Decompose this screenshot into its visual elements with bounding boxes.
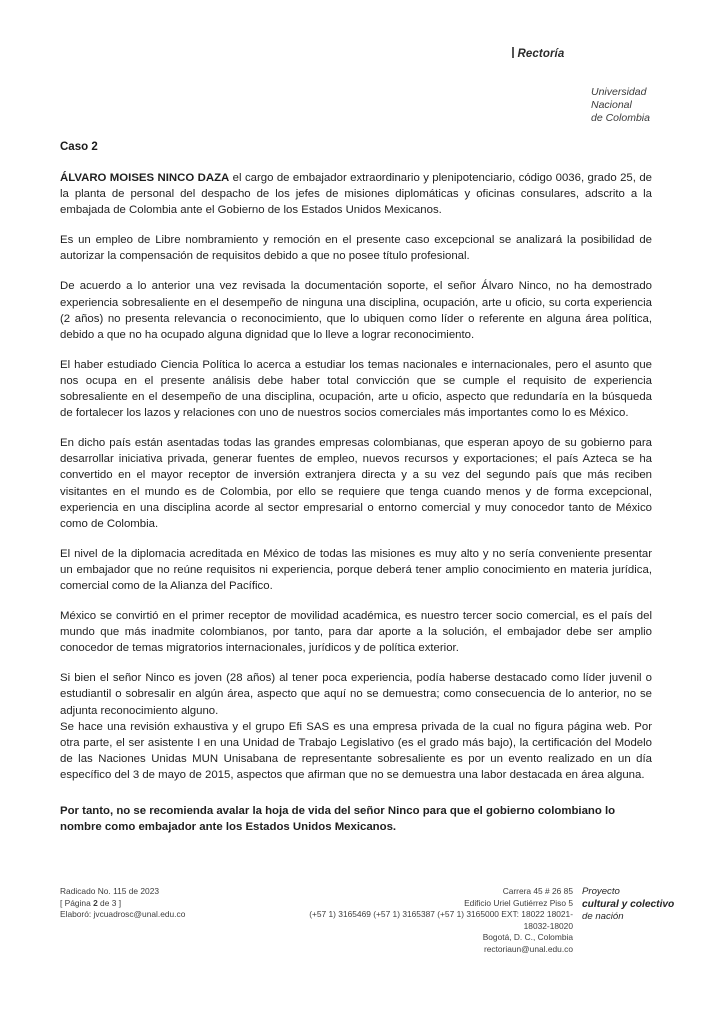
paragraph-diplomacy-level: El nivel de la diplomacia acreditada en México de todas las misiones es muy alto y no sería conveniente presentar un embajador que no reúne requisitos ni experiencia, porque deberá tener amplio conocimiento en materia jurídica, comercial como de la Alianza del Pacífico. [60, 547, 652, 592]
footer-page-indicator [60, 898, 185, 910]
footer-address-street: Carrera 45 # 26 85 [502, 886, 573, 896]
slogan-line-proyecto: Proyecto [582, 886, 620, 897]
rectoria-mark [512, 47, 564, 60]
paragraph-academic-mobility: México se convirtió en el primer receptor de movilidad académica, es nuestro tercer socio comercial, es el país del mundo que más inadmite colombianos, por tanto, para dar aporte a la solución, el embajador debe ser amplio conocedor de temas migratorios internacionales, jurídicos y de política exterior. [60, 610, 652, 655]
page-prefix: [ Página [60, 897, 94, 908]
footer-city: Bogotá, D. C., Colombia [482, 932, 573, 943]
vertical-bar-icon [512, 47, 514, 58]
footer-phones-secondary: 18032-18020 [523, 920, 573, 931]
page-number: 2 [93, 897, 98, 908]
subject-appointment-text: el cargo de embajador extraordinario y plenipotenciario, código 0036, grado 25, de la planta de personal del despacho de los jefes de misiones diplomáticas y oficinas consulares, adscrito a la embajada de Colombia ante el Gobierno de los Estados Unidos Mexicanos. [60, 172, 652, 217]
university-logotype [591, 86, 650, 126]
brand-line-nacional: Nacional [591, 99, 632, 112]
paragraph-exhaustive-review: Se hace una revisión exhaustiva y el grupo Efi SAS es una empresa privada de la cual no figura página web. Por otra parte, el ser asistente I en una Unidad de Trabajo Legislativo (es el grado más bajo), la certificación del Modelo de las Naciones Unidas MUN Unisabana de representante sobresaliente es por un evento realizado en un día específico del 3 de mayo de 2015, aspectos que afirman que no se demuestra una labor destacada en área alguna. [60, 720, 652, 781]
brand-line-colombia: de Colombia [591, 112, 650, 125]
footer-metadata-block [60, 886, 185, 921]
footer-contact-block [240, 886, 573, 956]
paragraph-appointment [60, 170, 652, 218]
slogan-line-cultural: cultural y colectivo [582, 898, 675, 910]
footer-radicado: Radicado No. 115 de 2023 [60, 886, 160, 896]
case-title: Caso 2 [60, 141, 98, 153]
footer-email: rectoriaun@unal.edu.co [483, 943, 573, 954]
footer-slogan-block [582, 886, 674, 924]
rectoria-label: Rectoría [517, 48, 565, 60]
paragraph-documentation-review: De acuerdo a lo anterior una vez revisada la documentación soporte, el señor Álvaro Ninco, no ha demostrado experiencia sobresaliente en el desempeño de ninguna una disciplina, ocupación, arte u oficio, su corta experiencia (2 años) no presenta relevancia o reconocimiento, que lo ubiquen como líder o referente en alguna área política, debido a que no ha ocupado alguna dignidad que lo lleve a lograr reconocimiento. [60, 280, 652, 341]
brand-line-universidad: Universidad [591, 86, 647, 98]
paragraph-companies-mexico: En dicho país están asentadas todas las grandes empresas colombianas, que esperan apoyo de su gobierno para desarrollar iniciativa privada, generar fuentes de empleo, nuevos recursos y exportaciones; el país Azteca se ha convertido en el mayor receptor de inversión extranjera directa y a su vez del segundo país que más reciben visitantes en el mundo es de Colombia, por ello se requiere que tenga cuando menos y de forma excepcional, experiencia en una disciplina acorde al sector empresarial o entorno comercial y muy conocedor tanto de México como de Colombia. [60, 437, 652, 530]
paragraph-political-science: El haber estudiado Ciencia Política lo acerca a estudiar los temas nacionales e internacionales, pero el asunto que nos ocupa en el presente análisis debe haber total convicción que se cumple el requisito de experiencia sobresaliente en el desempeño de una disciplina, ocupación, arte u oficio, aspecto que redundaría en la búsqueda de fortalecer los lazos y relaciones con uno de nuestros socios comerciales más importantes como lo es México. [60, 358, 652, 420]
footer-phones-primary: (+57 1) 3165469 (+57 1) 3165387 (+57 1) 3165000 EXT: 18022 18021- [309, 909, 573, 920]
page-suffix: de 3 ] [97, 897, 122, 908]
paragraph-conclusion: Por tanto, no se recomienda avalar la hoja de vida del señor Ninco para que el gobierno colombiano lo nombre como embajador ante los Estados Unidos Mexicanos. [60, 805, 616, 834]
paragraph-youth-experience: Si bien el señor Ninco es joven (28 años) al tener poca experiencia, podía haberse destacado como líder juvenil o estudiantil o sobresalir en algún área, aspecto que aquí no se demuestra; como consecuencia de lo anterior, no se adjunta reconocimiento alguno. [60, 672, 652, 717]
footer-address-building: Edificio Uriel Gutiérrez Piso 5 [464, 897, 573, 908]
paragraph-employment-type: Es un empleo de Libre nombramiento y remoción en el presente caso excepcional se analizará la posibilidad de autorizar la compensación de requisitos debido a que no posee título profesional. [60, 234, 652, 263]
footer-elaborated-by: Elaboró: jvcuadrosc@unal.edu.co [60, 909, 186, 920]
subject-name: ÁLVARO MOISES NINCO DAZA [60, 172, 230, 184]
document-body [60, 141, 652, 835]
slogan-line-nacion: de nación [582, 911, 624, 923]
